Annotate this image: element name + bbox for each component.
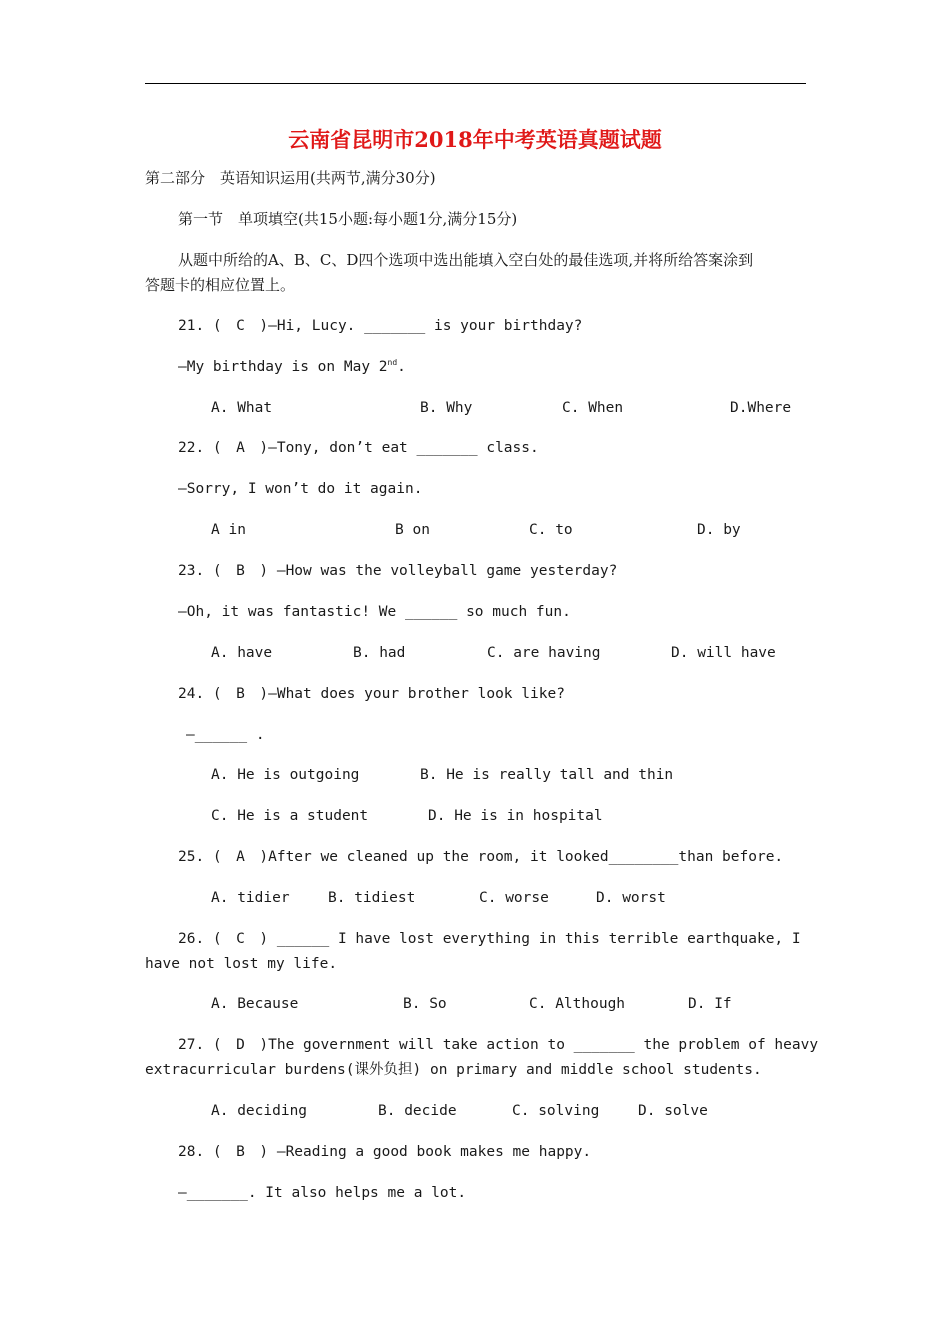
q28-stem: 28. ( B ) —Reading a good book makes me happy.: [178, 1144, 592, 1160]
q26-option-c: C. Although: [529, 996, 626, 1012]
q27-option-d: D. solve: [638, 1103, 708, 1119]
q26-option-a: A. Because: [211, 996, 299, 1012]
q24-stem: 24. ( B )—What does your brother look like?: [178, 686, 565, 702]
q25-option-d: D. worst: [596, 890, 666, 906]
q23-option-a: A. have: [211, 645, 273, 661]
q27-stem-line-1: 27. ( D )The government will take action to _______ the problem of heavy: [178, 1037, 819, 1053]
instructions-line-1: 从题中所给的A、B、C、D四个选项中选出能填入空白处的最佳选项,并将所给答案涂到: [178, 251, 754, 269]
q22-stem: 22. ( A )—Tony, don’t eat _______ class.: [178, 440, 539, 456]
q21-option-d: D.Where: [730, 400, 792, 416]
q23-option-b: B. had: [353, 645, 406, 661]
q23-option-d: D. will have: [671, 645, 776, 661]
q27-stem-line-2: extracurricular burdens(课外负担) on primary and middle school students.: [145, 1062, 762, 1078]
q24-option-d: D. He is in hospital: [428, 808, 603, 824]
q25-option-a: A. tidier: [211, 890, 290, 906]
q27-option-b: B. decide: [378, 1103, 457, 1119]
q24-option-b: B. He is really tall and thin: [420, 767, 674, 783]
q25-stem: 25. ( A )After we cleaned up the room, it looked________than before.: [178, 849, 784, 865]
q28-reply: —_______. It also helps me a lot.: [178, 1185, 467, 1201]
q23-reply: —Oh, it was fantastic! We ______ so much fun.: [178, 604, 571, 620]
q26-stem-line-1: 26. ( C ) ______ I have lost everything in this terrible earthquake, I: [178, 931, 801, 947]
q21-stem: 21. ( C )—Hi, Lucy. _______ is your birthday?: [178, 318, 583, 334]
q22-reply: —Sorry, I won’t do it again.: [178, 481, 423, 497]
q26-option-b: B. So: [403, 996, 447, 1012]
q23-option-c: C. are having: [487, 645, 601, 661]
header-rule: [145, 83, 806, 84]
q25-option-b: B. tidiest: [328, 890, 416, 906]
q27-option-c: C. solving: [512, 1103, 600, 1119]
q21-option-a: A. What: [211, 400, 273, 416]
q22-option-c: C. to: [529, 522, 573, 538]
q27-option-a: A. deciding: [211, 1103, 308, 1119]
section-heading: 第一节 单项填空(共15小题:每小题1分,满分15分): [178, 210, 518, 228]
page-title: 云南省昆明市2018年中考英语真题试题: [288, 127, 662, 152]
q21-reply-sup: nd: [387, 358, 398, 368]
part-heading: 第二部分 英语知识运用(共两节,满分30分): [145, 169, 436, 187]
q21-reply-end: .: [397, 359, 406, 375]
q26-option-d: D. If: [688, 996, 732, 1012]
q25-option-c: C. worse: [479, 890, 549, 906]
q21-reply-text: —My birthday is on May 2: [178, 359, 388, 375]
q22-option-b: B on: [395, 522, 430, 538]
q26-stem-line-2: have not lost my life.: [145, 956, 338, 972]
q23-stem: 23. ( B ) —How was the volleyball game yesterday?: [178, 563, 618, 579]
q21-option-b: B. Why: [420, 400, 473, 416]
q22-option-a: A in: [211, 522, 246, 538]
q21-reply: [178, 357, 406, 377]
q24-option-c: C. He is a student: [211, 808, 369, 824]
q24-reply: —______ .: [186, 727, 265, 743]
instructions-line-2: 答题卡的相应位置上。: [145, 276, 296, 294]
q24-option-a: A. He is outgoing: [211, 767, 360, 783]
q22-option-d: D. by: [697, 522, 741, 538]
q21-option-c: C. When: [562, 400, 624, 416]
